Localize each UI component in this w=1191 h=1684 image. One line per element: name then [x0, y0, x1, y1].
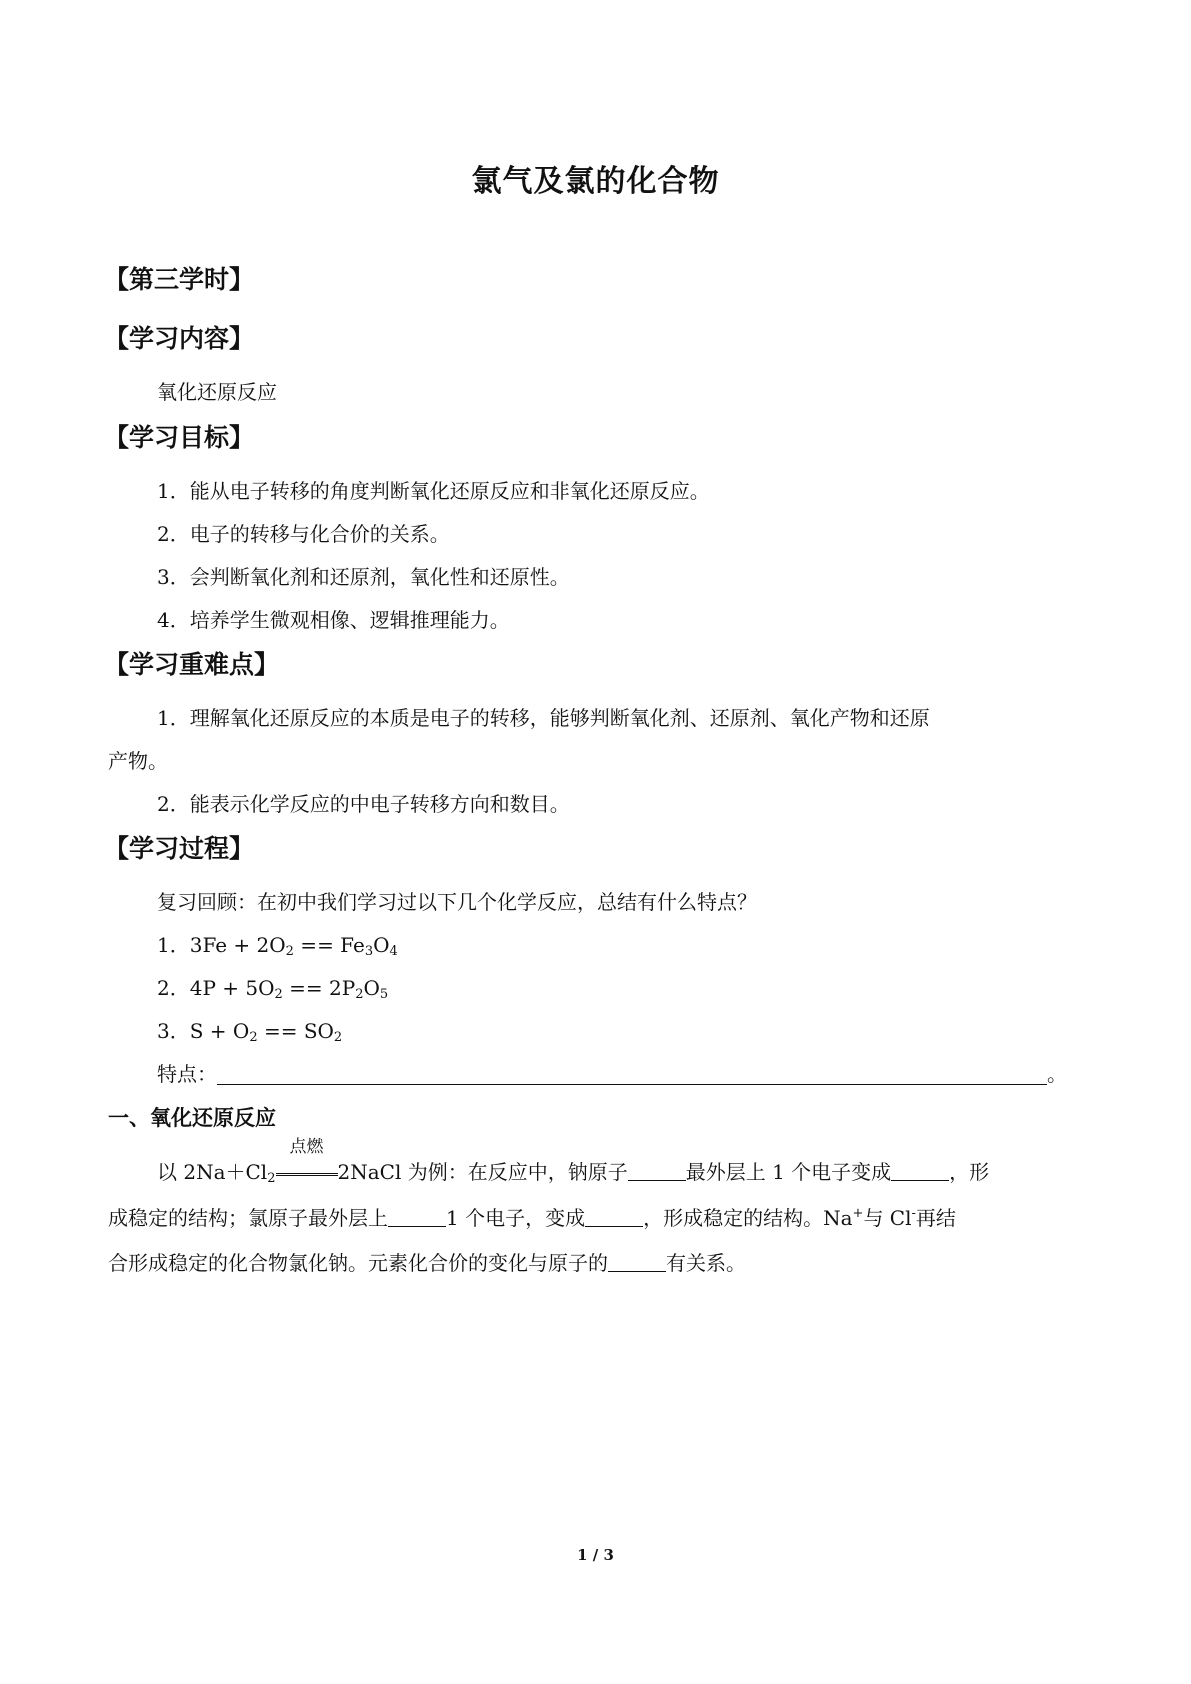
- subscript: 2: [274, 987, 283, 1002]
- feature-end: 。: [1047, 1062, 1067, 1086]
- formula-part: O: [363, 976, 380, 1000]
- text-part: 有关系。: [666, 1251, 746, 1275]
- subscript: 2: [285, 944, 294, 959]
- formula-part: 3Fe + 2O: [189, 933, 286, 957]
- feature-answer-blank[interactable]: [217, 1062, 1047, 1085]
- text-part: 1 个电子，变成: [446, 1206, 586, 1230]
- subscript: 2: [267, 1171, 276, 1186]
- answer-blank[interactable]: [388, 1206, 446, 1227]
- answer-blank[interactable]: [891, 1160, 949, 1181]
- goal-item: 4．培养学生微观相像、逻辑推理能力。: [157, 608, 510, 632]
- text-part: 成稳定的结构；氯原子最外层上: [108, 1206, 388, 1230]
- subscript: 5: [379, 987, 389, 1002]
- key-point-1-line1: 1．理解氧化还原反应的本质是电子的转移，能够判断氧化剂、还原剂、氧化产物和还原: [157, 706, 930, 730]
- formula-part: S + O: [189, 1019, 250, 1043]
- superscript: +: [852, 1206, 864, 1221]
- heading-goals: 【学习目标】: [104, 423, 255, 452]
- reaction-3: [157, 1017, 342, 1045]
- reaction-1: [157, 931, 398, 959]
- review-question: 复习回顾：在初中我们学习过以下几个化学反应，总结有什么特点？: [157, 890, 757, 914]
- subscript: 2: [355, 987, 364, 1002]
- answer-blank[interactable]: [628, 1160, 686, 1181]
- document-title: 氯气及氯的化合物: [471, 164, 720, 199]
- heading-process: 【学习过程】: [104, 834, 255, 863]
- reaction-condition-arrow: [276, 1137, 338, 1176]
- text-part: 再结: [915, 1206, 956, 1230]
- goal-item: 3．会判断氧化剂和还原剂，氧化性和还原性。: [157, 565, 570, 589]
- text-part: ，形成稳定的结构。Na: [643, 1206, 853, 1230]
- text-part: ，形: [949, 1160, 990, 1184]
- subscript: 2: [249, 1030, 258, 1045]
- section-1-line1: [157, 1137, 990, 1186]
- text-part: 最外层上 1 个电子变成: [685, 1160, 892, 1184]
- formula-part: 4P + 5O: [189, 976, 275, 1000]
- goal-item: 2．电子的转移与化合价的关系。: [157, 522, 450, 546]
- feature-line: [157, 1060, 1067, 1088]
- text-part: 以 2Na＋Cl: [157, 1160, 268, 1184]
- text-part: 与 Cl: [863, 1206, 912, 1230]
- reaction-condition: 点燃: [289, 1137, 324, 1157]
- feature-label: 特点：: [157, 1062, 217, 1086]
- formula-part: O: [373, 933, 390, 957]
- key-point-1-line2: 产物。: [108, 749, 168, 773]
- answer-blank[interactable]: [608, 1251, 666, 1272]
- subscript: 2: [333, 1030, 343, 1045]
- content-text: 氧化还原反应: [157, 380, 277, 404]
- goal-item: 1．能从电子转移的角度判断氧化还原反应和非氧化还原反应。: [157, 479, 710, 503]
- reaction-number: 1．: [157, 933, 190, 957]
- formula-part: == Fe: [293, 933, 365, 957]
- text-part: 2NaCl 为例：在反应中，钠原子: [337, 1160, 628, 1184]
- formula-part: == SO: [257, 1019, 334, 1043]
- heading-key-points: 【学习重难点】: [104, 650, 280, 679]
- heading-content: 【学习内容】: [104, 324, 255, 353]
- heading-period: 【第三学时】: [104, 265, 255, 294]
- page-number: 1 / 3: [577, 1546, 614, 1564]
- text-part: 合形成稳定的化合物氯化钠。元素化合价的变化与原子的: [108, 1251, 608, 1275]
- subscript: 3: [364, 944, 374, 959]
- superscript: -: [911, 1206, 916, 1221]
- answer-blank[interactable]: [585, 1206, 643, 1227]
- reaction-number: 2．: [157, 976, 190, 1000]
- subscript: 4: [389, 944, 398, 959]
- reaction-number: 3．: [157, 1019, 190, 1043]
- section-1-line3: [108, 1249, 746, 1277]
- key-point-2: 2．能表示化学反应的中电子转移方向和数目。: [157, 792, 570, 816]
- section-1-title: 一、氧化还原反应: [108, 1106, 276, 1130]
- formula-part: == 2P: [282, 976, 356, 1000]
- reaction-2: [157, 974, 388, 1002]
- section-1-line2: [108, 1204, 956, 1232]
